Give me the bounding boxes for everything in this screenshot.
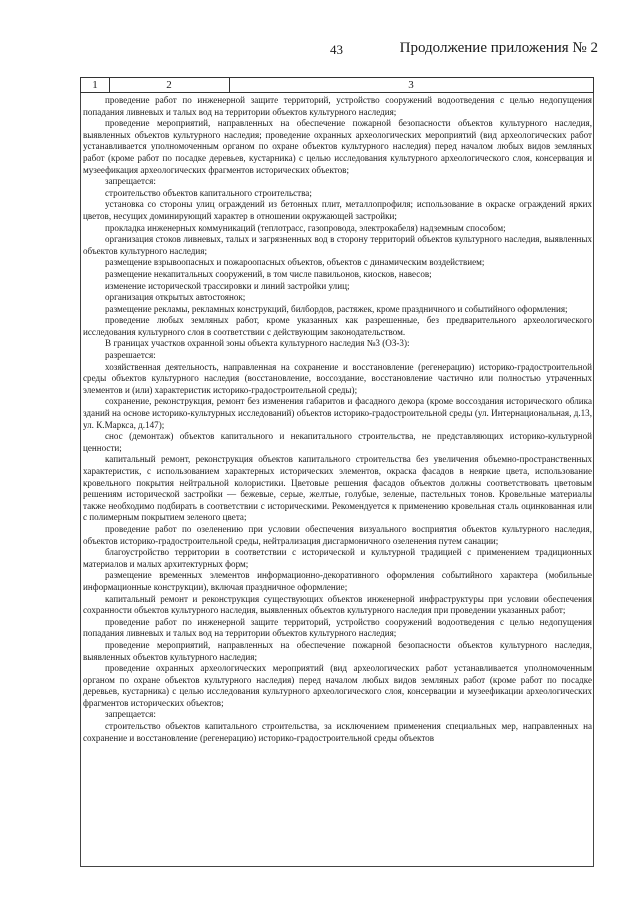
text-paragraph: проведение работ по инженерной защите территорий, устройство сооружений водоотведения с целью недопущения попадания ливневых и талых вод на территории объектов культурного наследия; (83, 616, 592, 639)
text-paragraph: проведение работ по озеленению при условии обеспечения визуального восприятия объектов культурного наследия, объектов историко-градостроительной среды, нейтрализация дисгармоничного озеленения путем санации; (83, 523, 592, 546)
text-paragraph: разрешается: (105, 350, 156, 361)
text-paragraph: установка со стороны улиц ограждений из бетонных плит, металлопрофиля; использование в окраске ограждений ярких цветов, несущих доминирующий характер в отношении окружающей застройки; (83, 199, 592, 221)
text-paragraph: изменение исторической трассировки и линий застройки улиц; (105, 280, 350, 291)
column-header-3: 3 (408, 79, 414, 91)
text-paragraph: капитальный ремонт, реконструкция объектов капитального строительства без увеличения объемно-пространственных характеристик, с использованием характерных исторических элементов, окраска фасадов в неяркие цвета, использование кровельного покрытия нейтральной колористики. Цветовые решения фасадов объектов должны соответствовать цветовым решениям исторической застройки — бежевые, серые, желтые, голубые, зеленые, пастельных тонов. Кровельные материалы также необходимо подбирать в соответствии с историческими. Рекомендуется к применению кровельная сталь оцинкованная или с полимерным покрытием зеленого цвета; (83, 454, 592, 523)
text-paragraph: снос (демонтаж) объектов капитального и некапитального строительства, не представляющих историко-культурной ценности; (83, 431, 592, 453)
text-paragraph: размещение взрывоопасных и пожароопасных объектов, объектов с динамическим воздействием; (105, 257, 485, 268)
column-header-2: 2 (109, 78, 230, 92)
document-text (83, 95, 592, 744)
column-header-1: 1 (81, 78, 110, 92)
text-paragraph: строительство объектов капитального строительства, за исключением применения специальных мер, направленных на сохранение и восстановление (регенерацию) историко-градостроительной среды объектов (83, 721, 592, 743)
text-paragraph: размещение временных элементов информационно-декоративного оформления событийного характера (мобильные информационные конструкции), включая праздничное оформление; (83, 570, 592, 592)
appendix-title: Продолжение приложения № 2 (399, 40, 598, 56)
text-paragraph: В границах участков охранной зоны объекта культурного наследия №3 (ОЗ-3): (105, 338, 410, 349)
text-paragraph: организация стоков ливневых, талых и загрязненных вод в сторону территорий объектов культурного наследия, выявленных объектов культурного наследия; (83, 234, 592, 256)
text-paragraph: проведение работ по инженерной защите территорий, устройство сооружений водоотведения с целью недопущения попадания ливневых и талых вод на территории объектов культурного наследия; (83, 95, 592, 117)
text-paragraph: запрещается: (105, 709, 156, 720)
text-paragraph: размещение рекламы, рекламных конструкций, билбордов, растяжек, кроме праздничного и событийного оформления; (105, 303, 568, 314)
text-paragraph: сохранение, реконструкция, ремонт без изменения габаритов и фасадного декора (кроме воссоздания исторического облика зданий на основе историко-культурных исследований) объектов историко-градостроительной среды (ул. Интернациональная, д.13, ул. К.Маркса, д.147); (83, 396, 592, 430)
text-paragraph: благоустройство территории в соответствии с исторической и культурной традицией с применением традиционных материалов и малых архитектурных форм; (83, 547, 592, 569)
text-paragraph: размещение некапитальных сооружений, в том числе павильонов, киосков, навесов; (105, 268, 432, 279)
text-paragraph: строительство объектов капитального строительства; (105, 187, 312, 198)
text-paragraph: капитальный ремонт и реконструкция существующих объектов инженерной инфраструктуры при условии обеспечения сохранности объектов культурного наследия, выявленных объектов культурного наследия при проведении указанных работ; (83, 593, 592, 616)
table-header-row (80, 77, 594, 93)
text-paragraph: запрещается: (105, 176, 156, 187)
text-paragraph: проведение любых земляных работ, кроме указанных как разрешенные, без предварительного археологического исследования культурного слоя в соответствии с действующим законодательством. (83, 315, 592, 337)
text-paragraph: организация открытых автостоянок; (105, 292, 246, 303)
text-paragraph: прокладка инженерных коммуникаций (теплотрасс, газопровода, электрокабеля) надземным способом; (105, 222, 506, 233)
text-paragraph: проведение мероприятий, направленных на обеспечение пожарной безопасности объектов культурного наследия, выявленных объектов культурного наследия; (83, 639, 592, 662)
text-paragraph: хозяйственная деятельность, направленная на сохранение и восстановление (регенерацию) историко-градостроительной среды объектов культурного наследия (восстановление, воссоздание, восстановление частично или полностью утраченных элементов и (или) характеристик историко-градостроительной среды); (83, 361, 592, 395)
page-header (0, 40, 640, 60)
text-paragraph: проведение мероприятий, направленных на обеспечение пожарной безопасности объектов культурного наследия, выявленных объектов культурного наследия; проведение охранных археологических мероприятий (вид археологических работ устанавливается уполномоченным органом по охране объектов культурного наследия) перед началом любых видов земляных работ (кроме работ по посадке деревьев, кустарника) с целью исследования культурного археологического слоя, консервация и музеефикация археологических фрагментов исторических объектов; (83, 118, 592, 175)
page-number: 43 (330, 42, 343, 57)
text-paragraph: проведение охранных археологических мероприятий (вид археологических работ устанавливается уполномоченным органом по охране объектов культурного наследия) перед началом любых видов земляных работ (кроме работ по посадке деревьев, кустарника) с целью исследования культурного археологического слоя, консервации и музеефикации археологических фрагментов исторических объектов; (83, 663, 592, 708)
